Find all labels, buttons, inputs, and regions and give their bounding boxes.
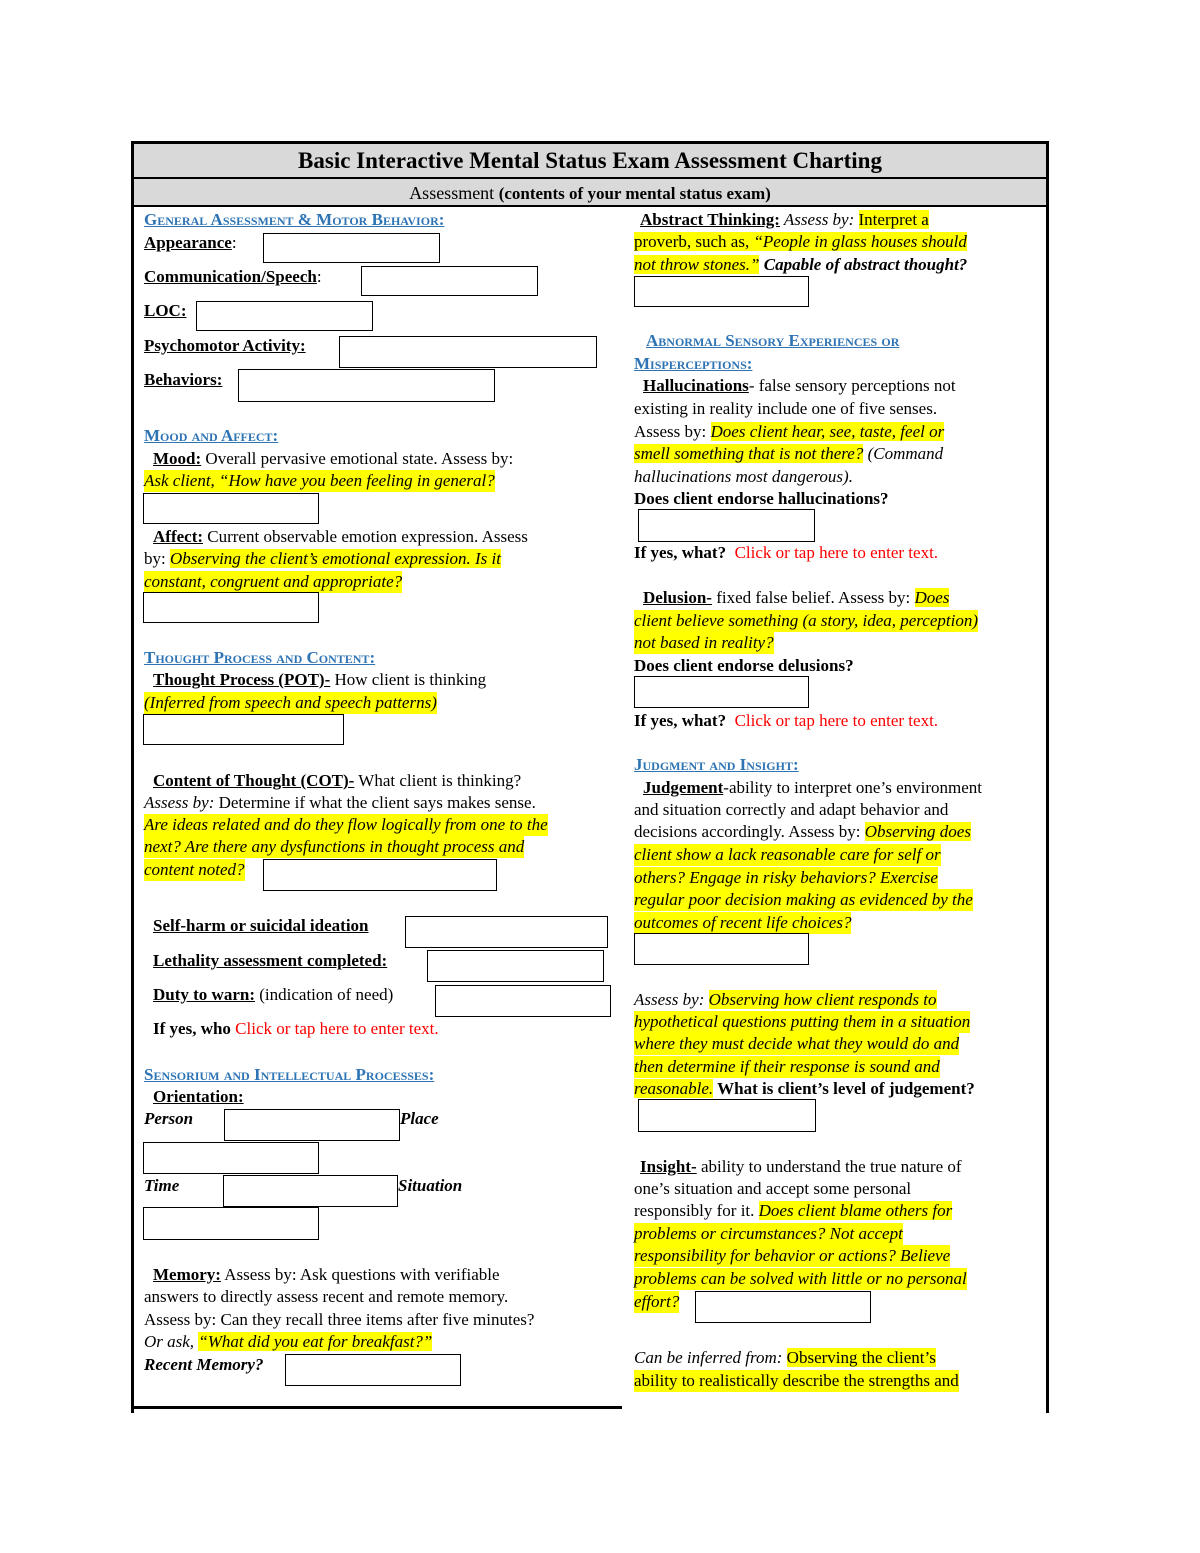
section-mood-affect: Mood and Affect:: [144, 426, 279, 445]
delusion-field[interactable]: [634, 676, 809, 708]
insight-line-7: effort?: [634, 1292, 680, 1311]
mood-question: Ask client, “How have you been feeling in general?: [144, 471, 495, 490]
abstract-field[interactable]: [634, 276, 809, 307]
hallucinations-line-4: smell something that is not there? (Command: [634, 444, 944, 463]
insight-field[interactable]: [695, 1291, 871, 1323]
delusion-ifyes-input[interactable]: Click or tap here to enter text.: [734, 711, 939, 730]
hallucinations-line-5: hallucinations most dangerous).: [634, 467, 853, 486]
hallucinations-field[interactable]: [638, 509, 815, 542]
cot-question-1: Are ideas related and do they flow logically from one to the: [144, 815, 548, 834]
memory-line-2: answers to directly assess recent and remote memory.: [144, 1287, 509, 1306]
judgement-hyp-3: where they must decide what they would do and: [634, 1034, 960, 1053]
recent-memory-field[interactable]: [285, 1354, 461, 1386]
recent-memory-label: Recent Memory?: [144, 1355, 264, 1374]
judgement-hyp-4: then determine if their response is sound and: [634, 1057, 940, 1076]
appearance-label: Appearance:: [144, 233, 237, 252]
section-sensory-experiences: Abnormal Sensory Experiences or: [646, 331, 900, 350]
pot-question: (Inferred from speech and speech patterns): [144, 693, 437, 712]
hallucinations-ifyes: If yes, what? Click or tap here to enter text.: [634, 543, 939, 562]
pot-line: Thought Process (POT)- How client is thinking: [153, 670, 487, 689]
ifyes-who-input[interactable]: Click or tap here to enter text.: [235, 1019, 439, 1038]
affect-line: Affect: Current observable emotion expression. Assess: [153, 527, 528, 546]
judgement-line-6: regular poor decision making as evidenced by the: [634, 890, 973, 909]
subtitle-paren: (contents of your mental status exam): [498, 184, 771, 203]
frame-bottom-left-border: [131, 1406, 622, 1409]
delusion-line-3: not based in reality?: [634, 633, 774, 652]
cot-line: Content of Thought (COT)- What client is thinking?: [153, 771, 522, 790]
cot-question-3: content noted?: [144, 860, 245, 879]
memory-line-3: Assess by: Can they recall three items after five minutes?: [144, 1310, 535, 1329]
cot-question-2: next? Are there any dysfunctions in thought process and: [144, 837, 525, 856]
orientation-label: Orientation:: [153, 1087, 244, 1106]
insight-line: Insight- ability to understand the true nature of: [640, 1157, 962, 1176]
communication-label: Communication/Speech:: [144, 267, 322, 286]
section-sensorium: Sensorium and Intellectual Processes:: [144, 1065, 435, 1084]
section-thought-process: Thought Process and Content:: [144, 648, 376, 667]
time-label: Time: [144, 1176, 180, 1195]
place-field[interactable]: [143, 1142, 319, 1174]
hallucinations-ifyes-input[interactable]: Click or tap here to enter text.: [734, 543, 939, 562]
place-label: Place: [400, 1109, 439, 1128]
judgement-field[interactable]: [634, 933, 809, 965]
insight-line-6: problems can be solved with little or no personal: [634, 1269, 967, 1288]
communication-field[interactable]: [361, 266, 538, 296]
judgement-hyp-5: reasonable. What is client’s level of judgement?: [634, 1079, 975, 1098]
abstract-line-2: proverb, such as, “People in glass houses should: [634, 232, 967, 251]
loc-field[interactable]: [196, 301, 373, 331]
judgement-hyp-1: Assess by: Observing how client responds to: [634, 990, 937, 1009]
appearance-field[interactable]: [263, 233, 440, 263]
time-field[interactable]: [223, 1175, 398, 1207]
affect-line-3: constant, congruent and appropriate?: [144, 572, 403, 591]
abstract-line: Abstract Thinking: Assess by: Interpret a: [640, 210, 929, 229]
delusion-line-2: client believe something (a story, idea, perception): [634, 611, 978, 630]
person-field[interactable]: [224, 1109, 400, 1141]
situation-field[interactable]: [143, 1207, 319, 1240]
inferred-line: Can be inferred from: Observing the client’s: [634, 1348, 936, 1367]
section-judgment-insight: Judgment and Insight:: [634, 755, 799, 774]
judgement-line-7: outcomes of recent life choices?: [634, 913, 852, 932]
mood-field[interactable]: [143, 493, 319, 524]
memory-line: Memory: Assess by: Ask questions with verifiable: [153, 1265, 500, 1284]
hallucinations-endorse: Does client endorse hallucinations?: [634, 489, 889, 508]
judgement-hyp-2: hypothetical questions putting them in a situation: [634, 1012, 971, 1031]
judgement-level-field[interactable]: [638, 1099, 816, 1132]
insight-line-4: problems or circumstances? Not accept: [634, 1224, 903, 1243]
mood-line: Mood: Overall pervasive emotional state. Assess by:: [153, 449, 514, 468]
hallucinations-line-2: existing in reality include one of five senses.: [634, 399, 938, 418]
loc-label: LOC:: [144, 301, 187, 320]
assessment-subtitle: [134, 179, 1046, 207]
affect-field[interactable]: [143, 592, 319, 623]
section-sensory-experiences-2: Misperceptions:: [634, 354, 753, 373]
ifyes-who-line: If yes, who Click or tap here to enter text.: [153, 1019, 439, 1038]
psychomotor-label: Psychomotor Activity:: [144, 336, 306, 355]
judgement-line-2: and situation correctly and adapt behavior and: [634, 800, 949, 819]
selfharm-field[interactable]: [405, 916, 608, 948]
frame-left-border: [131, 141, 134, 1413]
delusion-endorse: Does client endorse delusions?: [634, 656, 854, 675]
duty-line: Duty to warn: (indication of need): [153, 985, 394, 1004]
cot-field[interactable]: [263, 859, 497, 891]
page-title: Basic Interactive Mental Status Exam Assessment Charting: [134, 144, 1046, 179]
affect-line-2: by: Observing the client’s emotional expression. Is it: [144, 549, 501, 568]
judgement-line: Judgement-ability to interpret one’s environment: [643, 778, 982, 797]
lethality-label: Lethality assessment completed:: [153, 951, 388, 970]
cot-assess: Assess by: Determine if what the client says makes sense.: [144, 793, 536, 812]
memory-line-4: Or ask, “What did you eat for breakfast?”: [144, 1332, 433, 1351]
duty-field[interactable]: [435, 985, 611, 1017]
section-general-assessment: General Assessment & Motor Behavior:: [144, 210, 445, 229]
behaviors-field[interactable]: [238, 369, 495, 402]
person-label: Person: [144, 1109, 194, 1128]
insight-line-5: responsibility for behavior or actions? Believe: [634, 1246, 951, 1265]
abstract-line-3: not throw stones.” Capable of abstract thought?: [634, 255, 968, 274]
behaviors-label: Behaviors:: [144, 370, 223, 389]
judgement-line-5: others? Engage in risky behaviors? Exercise: [634, 868, 938, 887]
hallucinations-line-3: Assess by: Does client hear, see, taste, feel or: [634, 422, 945, 441]
psychomotor-field[interactable]: [339, 336, 597, 368]
inferred-line-2: ability to realistically describe the strengths and: [634, 1371, 959, 1390]
situation-label: Situation: [398, 1176, 463, 1195]
judgement-line-4: client show a lack reasonable care for self or: [634, 845, 941, 864]
hallucinations-line: Hallucinations- false sensory perceptions not: [643, 376, 956, 395]
frame-right-border: [1046, 141, 1049, 1413]
subtitle-main: Assessment: [409, 183, 495, 203]
insight-line-2: one’s situation and accept some personal: [634, 1179, 912, 1198]
judgement-line-3: decisions accordingly. Assess by: Observing does: [634, 822, 971, 841]
insight-line-3: responsibly for it. Does client blame others for: [634, 1201, 953, 1220]
selfharm-label: Self-harm or suicidal ideation: [153, 916, 369, 935]
pot-field[interactable]: [143, 714, 344, 745]
delusion-line: Delusion- fixed false belief. Assess by: Does: [643, 588, 950, 607]
delusion-ifyes: If yes, what? Click or tap here to enter text.: [634, 711, 939, 730]
lethality-field[interactable]: [427, 950, 604, 982]
